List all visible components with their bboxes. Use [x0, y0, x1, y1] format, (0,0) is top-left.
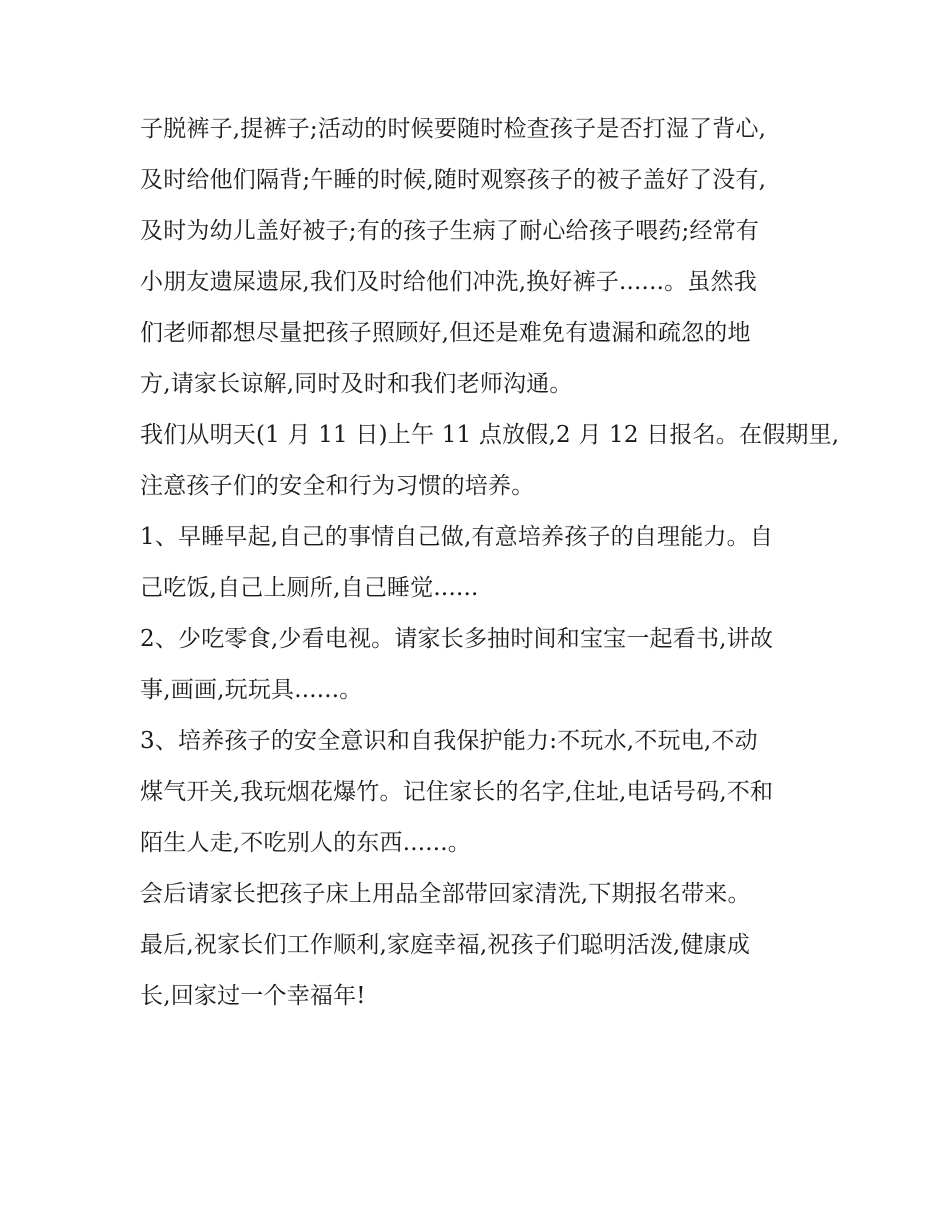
- list-item-3: [140, 716, 820, 869]
- text-line: 事,画画,玩玩具......。: [140, 677, 363, 703]
- text-line: 及时给他们隔背;午睡的时候,随时观察孩子的被子盖好了没有,: [140, 167, 767, 193]
- text-line: 小朋友遗屎遗尿,我们及时给他们冲洗,换好裤子......。虽然我: [140, 269, 757, 295]
- text-line: 2、少吃零食,少看电视。请家长多抽时间和宝宝一起看书,讲故: [140, 626, 774, 652]
- paragraph-closing: [140, 920, 820, 1022]
- text-line: 3、培养孩子的安全意识和自我保护能力:不玩水,不玩电,不动: [140, 728, 758, 754]
- list-item-2: [140, 614, 820, 716]
- text-line: 会后请家长把孩子床上用品全部带回家清洗,下期报名带来。: [140, 881, 751, 907]
- paragraph-continued-care: [140, 104, 820, 410]
- text-line: 长,回家过一个幸福年!: [140, 983, 366, 1009]
- text-line: 方,请家长谅解,同时及时和我们老师沟通。: [140, 371, 573, 397]
- text-line: 注意孩子们的安全和行为习惯的培养。: [140, 473, 535, 499]
- text-line: 1、早睡早起,自己的事情自己做,有意培养孩子的自理能力。自: [140, 524, 774, 550]
- text-line: 己吃饭,自己上厕所,自己睡觉......: [140, 575, 479, 601]
- paragraph-after-meeting: [140, 869, 820, 920]
- text-line: 我们从明天(1 月 11 日)上午 11 点放假,2 月 12 日报名。在假期里,: [140, 422, 840, 448]
- list-item-1: [140, 512, 820, 614]
- text-line: 陌生人走,不吃别人的东西......。: [140, 830, 471, 856]
- document-body: [140, 104, 840, 1022]
- text-line: 子脱裤子,提裤子;活动的时候要随时检查孩子是否打湿了背心,: [140, 116, 767, 142]
- text-line: 及时为幼儿盖好被子;有的孩子生病了耐心给孩子喂药;经常有: [140, 218, 760, 244]
- text-line: 煤气开关,我玩烟花爆竹。记住家长的名字,住址,电话号码,不和: [140, 779, 774, 805]
- text-line: 们老师都想尽量把孩子照顾好,但还是难免有遗漏和疏忽的地: [140, 320, 751, 346]
- text-line: 最后,祝家长们工作顺利,家庭幸福,祝孩子们聪明活泼,健康成: [140, 932, 751, 958]
- paragraph-holiday-notice: [140, 410, 840, 512]
